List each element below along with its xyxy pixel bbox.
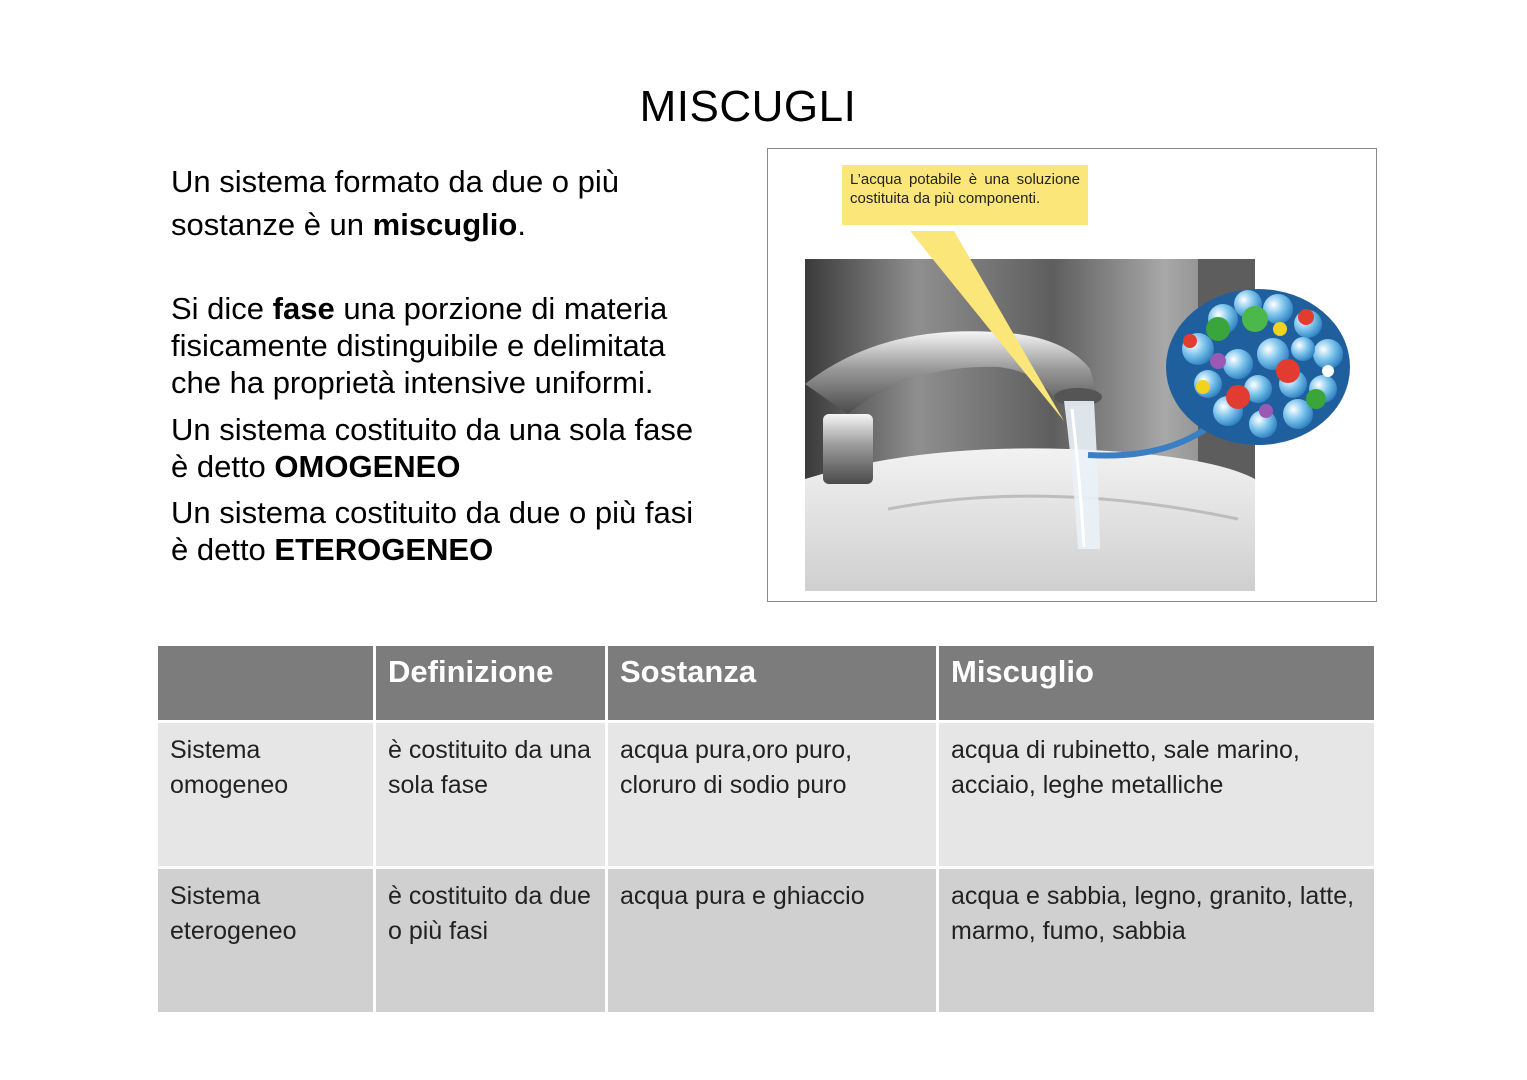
table-row — [157, 722, 1376, 868]
text-line — [171, 290, 667, 327]
eterogeneo-definition — [171, 494, 693, 568]
table-row — [157, 868, 1376, 1014]
text-span: una porzione di materia — [334, 291, 668, 326]
text-line: Un sistema costituito da due o più fasi — [171, 495, 694, 530]
text-line: Un sistema formato da due o più — [171, 164, 620, 199]
table-cell: è costituito da una sola fase — [375, 722, 607, 868]
text-span: . — [517, 207, 526, 242]
header-empty — [157, 645, 375, 722]
text-line: Un sistema costituito da una sola fase — [171, 412, 694, 447]
text-line — [171, 203, 619, 246]
term-eterogeneo: ETEROGENEO — [274, 532, 494, 567]
table-cell: è costituito da due o più fasi — [375, 868, 607, 1014]
fase-definition — [171, 290, 667, 401]
header-sostanza: Sostanza — [607, 645, 938, 722]
table-header-row — [157, 645, 1376, 722]
tap-water-figure — [767, 148, 1377, 602]
text-span: è detto — [171, 449, 275, 484]
omogeneo-definition — [171, 411, 693, 485]
callout-box: L’acqua potabile è una soluzione costituita da più componenti. — [842, 165, 1088, 225]
faucet-base — [823, 414, 873, 484]
comparison-table — [155, 643, 1377, 1015]
table-cell: Sistema omogeneo — [157, 722, 375, 868]
term-omogeneo: OMOGENEO — [274, 449, 461, 484]
text-line: fisicamente distinguibile e delimitata — [171, 328, 666, 363]
text-span: Si dice — [171, 291, 273, 326]
table-cell: acqua pura,oro puro, cloruro di sodio puro — [607, 722, 938, 868]
table-cell: acqua e sabbia, legno, granito, latte, marmo, fumo, sabbia — [938, 868, 1376, 1014]
text-line: che ha proprietà intensive uniformi. — [171, 365, 654, 400]
table-cell: acqua pura e ghiaccio — [607, 868, 938, 1014]
term-miscuglio: miscuglio — [372, 207, 518, 242]
text-span: è detto — [171, 532, 275, 567]
text-line — [171, 448, 693, 485]
header-definizione: Definizione — [375, 645, 607, 722]
text-span: sostanze è un — [171, 207, 373, 242]
page-title: MISCUGLI — [639, 82, 857, 131]
text-line — [171, 531, 693, 568]
table-cell: acqua di rubinetto, sale marino, acciaio, leghe metalliche — [938, 722, 1376, 868]
term-fase: fase — [272, 291, 335, 326]
miscuglio-definition — [171, 160, 619, 246]
table-cell: Sistema eterogeneo — [157, 868, 375, 1014]
header-miscuglio: Miscuglio — [938, 645, 1376, 722]
